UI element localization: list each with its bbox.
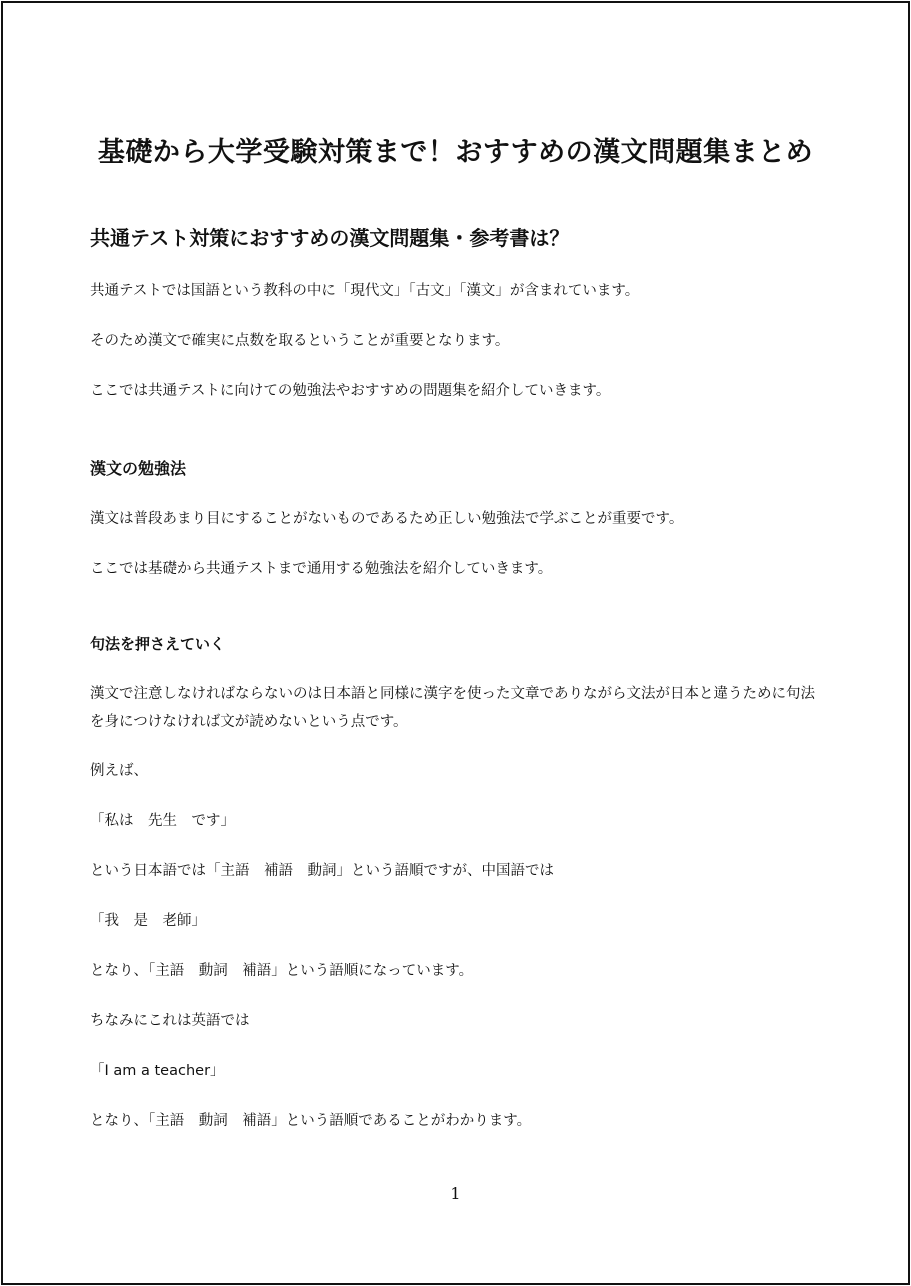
example-english: 「I am a teacher」 xyxy=(90,1063,225,1079)
page-number: 1 xyxy=(450,1184,461,1203)
body-paragraph-5: ちなみにこれは英語では xyxy=(90,1013,250,1029)
body-paragraph-1: 漢文で注意しなければならないのは日本語と同様に漢字を使った文章でありながら文法が日本と違うために句法を身につけなければ文が読めないという点です。 xyxy=(90,686,815,730)
body-paragraph-3: という日本語では「主語 補語 動詞」という語順ですが、中国語では xyxy=(90,863,554,879)
intro-paragraph-3: ここでは共通テストに向けての勉強法やおすすめの問題集を紹介していきます。 xyxy=(90,383,611,399)
study-paragraph-2: ここでは基礎から共通テストまで通用する勉強法を紹介していきます。 xyxy=(90,561,553,577)
body-paragraph-6: となり、「主語 動詞 補語」という語順であることがわかります。 xyxy=(90,1113,532,1129)
section-heading: 共通テスト対策におすすめの漢文問題集・参考書は？ xyxy=(90,226,570,250)
study-paragraph-1: 漢文は普段あまり目にすることがないものであるため正しい勉強法で学ぶことが重要です。 xyxy=(90,511,684,527)
intro-paragraph-2: そのため漢文で確実に点数を取るということが重要となります。 xyxy=(90,333,510,349)
subsection-heading: 漢文の勉強法 xyxy=(90,459,187,478)
document-title: 基礎から大学受験対策まで！おすすめの漢文問題集まとめ xyxy=(97,137,814,168)
sub-subsection-heading: 句法を押さえていく xyxy=(90,635,226,653)
example-japanese: 「私は 先生 です」 xyxy=(90,813,235,829)
example-chinese: 「我 是 老師」 xyxy=(90,913,206,929)
body-paragraph-2: 例えば、 xyxy=(90,763,148,779)
intro-paragraph-1: 共通テストでは国語という教科の中に「現代文」「古文」「漢文」が含まれています。 xyxy=(90,283,640,299)
body-paragraph-4: となり、「主語 動詞 補語」という語順になっています。 xyxy=(90,963,474,979)
